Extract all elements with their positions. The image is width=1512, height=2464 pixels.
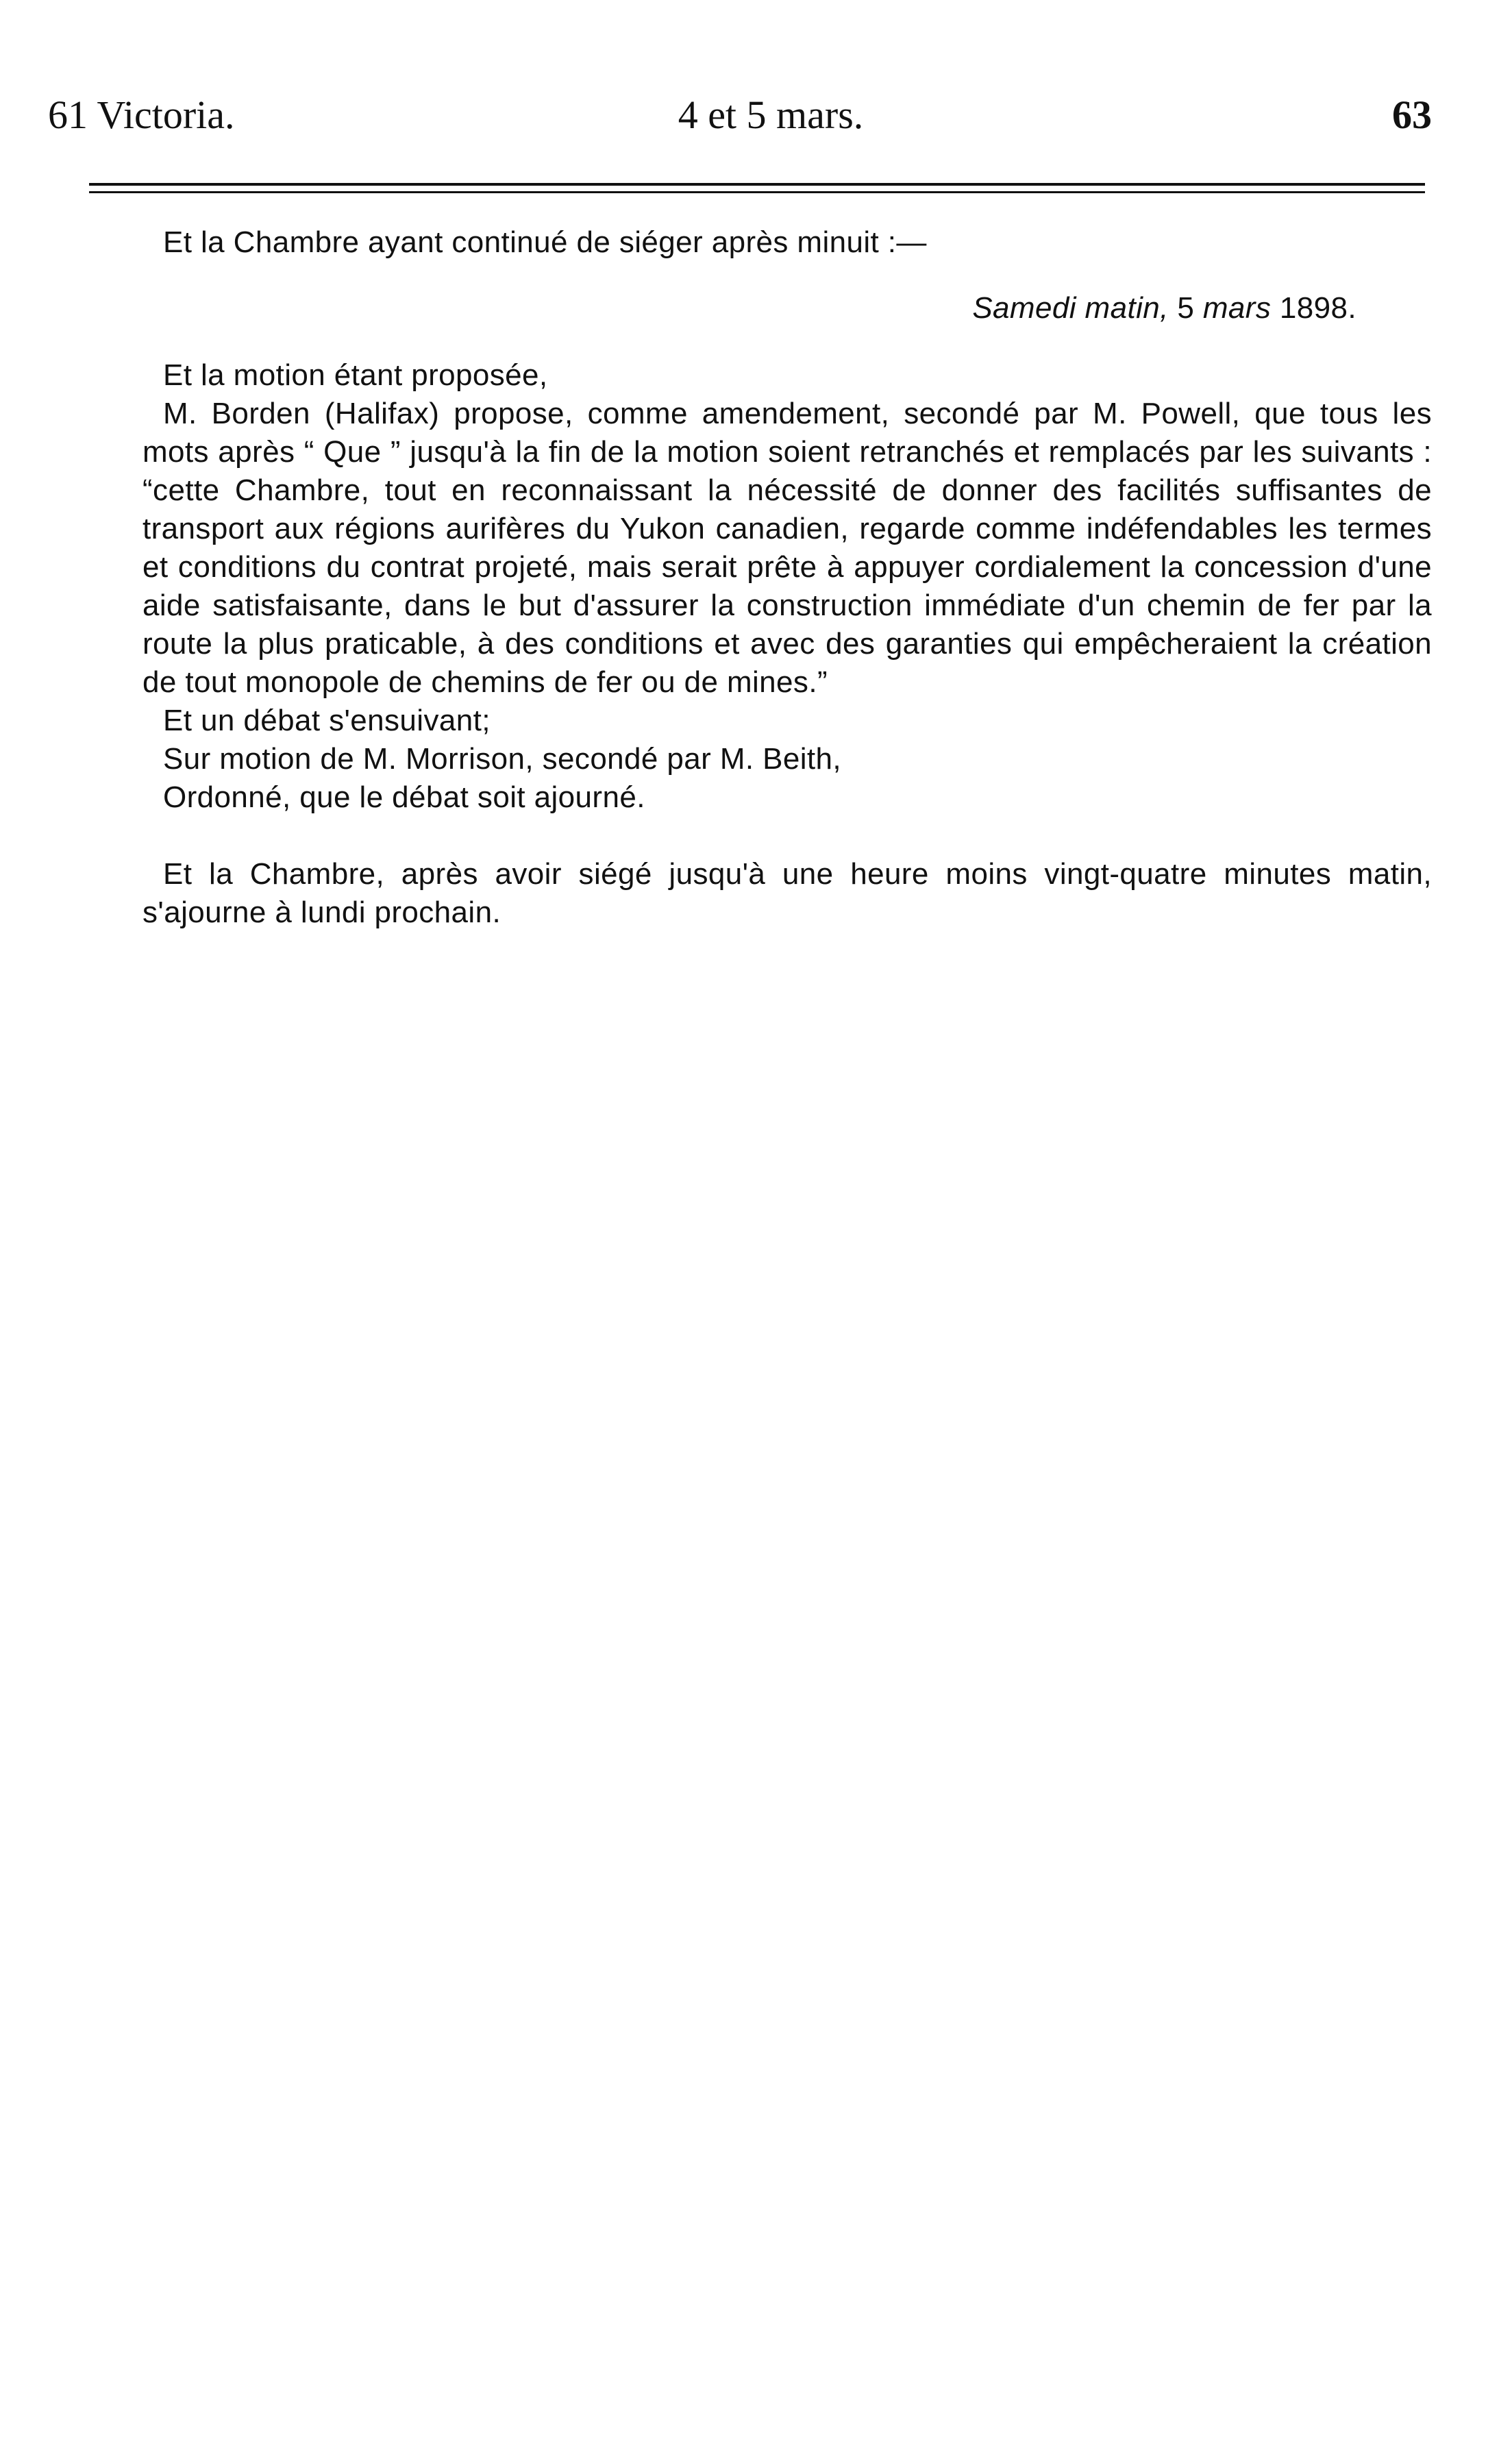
dateline [142, 289, 1432, 328]
header-volume: 61 Victoria. [48, 93, 235, 137]
paragraph-amendment: M. Borden (Halifax) propose, comme amendement, secondé par M. Powell, que tous les mots après “ Que ” jusqu'à la fin de la motion soient retranchés et remplacés par les suivants : “cette Chambre, tout en reconnaissant la nécessité de donner des facilités suffisantes de transport aux régions aurifères du Yukon canadien, regarde comme indéfendables les termes et conditions du contrat projeté, mais serait prête à appuyer cordialement la concession d'une aide satisfaisante, dans le but d'assurer la construction immédiate d'un chemin de fer par la route la plus praticable, à des conditions et avec des garanties qui empêcheraient la création de tout monopole de chemins de fer ou de mines.” [142, 397, 1432, 699]
paragraph-motion-morrison: Sur motion de M. Morrison, secondé par M. Beith, [163, 742, 842, 776]
header-date: 4 et 5 mars. [678, 93, 864, 137]
paragraph-motion-proposed: Et la motion étant proposée, [163, 358, 548, 392]
dateline-daynum: 5 [1168, 291, 1203, 325]
paragraph-debate-adjourned: Ordonné, que le débat soit ajourné. [163, 780, 645, 814]
page-number: 63 [1392, 93, 1432, 137]
header-rule-bottom [89, 191, 1425, 193]
dateline-month: mars [1202, 291, 1272, 325]
journal-body [142, 223, 1432, 932]
dateline-day: Samedi matin, [972, 291, 1169, 325]
header-rule-top [89, 183, 1425, 186]
paragraph-sitting-continued: Et la Chambre ayant continué de siéger après minuit :— [163, 225, 927, 259]
dateline-year: 1898. [1271, 291, 1356, 325]
running-head [48, 88, 1432, 143]
paragraph-debate: Et un débat s'ensuivant; [163, 704, 491, 737]
paragraph-house-adjourns: Et la Chambre, après avoir siégé jusqu'à une heure moins vingt-quatre minutes matin, s'ajourne à lundi prochain. [142, 857, 1432, 929]
